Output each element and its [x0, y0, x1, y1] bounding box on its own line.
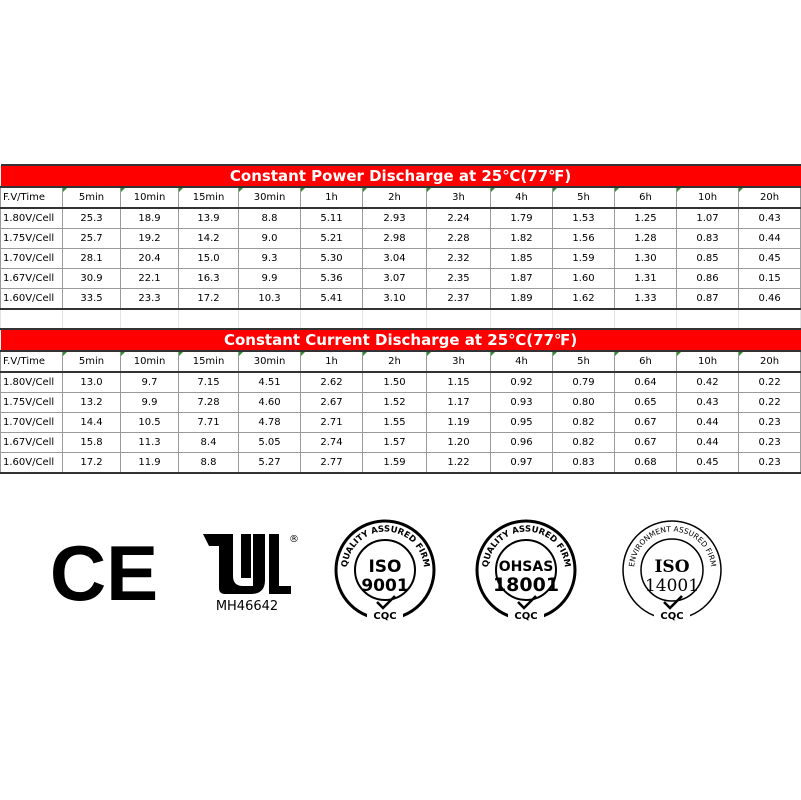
table-cell: 9.3 [239, 249, 301, 269]
table-cell: 1.60 [553, 269, 615, 289]
spacer-row [1, 309, 801, 329]
row-label: 1.80V/Cell [1, 208, 63, 229]
column-header-fv: F.V/Time [1, 351, 63, 372]
ul-recognized-logo [195, 528, 300, 614]
table-cell: 15.8 [63, 433, 121, 453]
table-cell: 8.4 [179, 433, 239, 453]
table-cell: 1.25 [615, 208, 677, 229]
table-cell: 2.93 [363, 208, 427, 229]
table-cell: 0.68 [615, 453, 677, 474]
table-row [1, 269, 801, 289]
iso-14001-seal [620, 518, 725, 623]
table-cell: 2.32 [427, 249, 491, 269]
current-table-body [1, 372, 801, 473]
table-cell: 0.97 [491, 453, 553, 474]
column-header: 2h [363, 351, 427, 372]
table-cell: 9.9 [239, 269, 301, 289]
column-header: 10h [677, 351, 739, 372]
column-header: 5min [63, 187, 121, 208]
table-cell: 2.35 [427, 269, 491, 289]
table-cell: 25.7 [63, 229, 121, 249]
column-header: 2h [363, 187, 427, 208]
table-cell: 1.59 [363, 453, 427, 474]
table-cell: 0.96 [491, 433, 553, 453]
table-cell: 2.74 [301, 433, 363, 453]
table-cell: 11.3 [121, 433, 179, 453]
table-cell: 0.86 [677, 269, 739, 289]
column-header: 3h [427, 351, 491, 372]
table-cell: 14.2 [179, 229, 239, 249]
table-cell: 13.0 [63, 372, 121, 393]
table-cell: 5.05 [239, 433, 301, 453]
table-cell: 0.23 [739, 433, 801, 453]
table-cell: 2.77 [301, 453, 363, 474]
table-cell: 0.64 [615, 372, 677, 393]
column-header: 30min [239, 351, 301, 372]
table-cell: 0.44 [677, 433, 739, 453]
table-cell: 0.23 [739, 413, 801, 433]
table-row [1, 393, 801, 413]
column-header: 20h [739, 351, 801, 372]
check-icon [664, 596, 682, 608]
seal-line2: 9001 [361, 576, 409, 596]
table-cell: 5.36 [301, 269, 363, 289]
row-label: 1.75V/Cell [1, 393, 63, 413]
table-cell: 2.24 [427, 208, 491, 229]
table-cell: 9.7 [121, 372, 179, 393]
table-cell: 1.19 [427, 413, 491, 433]
table-cell: 0.95 [491, 413, 553, 433]
table-cell: 0.45 [677, 453, 739, 474]
table-row [1, 229, 801, 249]
current-discharge-table [0, 328, 801, 474]
table-cell: 7.15 [179, 372, 239, 393]
column-header: 6h [615, 351, 677, 372]
row-label: 1.60V/Cell [1, 453, 63, 474]
row-label: 1.70V/Cell [1, 413, 63, 433]
table-row [1, 289, 801, 310]
column-header: 10min [121, 187, 179, 208]
column-header: 15min [179, 187, 239, 208]
seal-footer: CQC [660, 611, 684, 622]
column-header: 10h [677, 187, 739, 208]
table-row [1, 249, 801, 269]
check-icon [518, 596, 536, 608]
table-cell: 5.11 [301, 208, 363, 229]
table-cell: 4.60 [239, 393, 301, 413]
table-cell: 5.30 [301, 249, 363, 269]
table-cell: 0.83 [553, 453, 615, 474]
table-cell: 1.50 [363, 372, 427, 393]
table-cell: 0.67 [615, 413, 677, 433]
row-label: 1.80V/Cell [1, 372, 63, 393]
table-cell: 1.56 [553, 229, 615, 249]
power-table-title: Constant Power Discharge at 25℃(77℉) [1, 165, 801, 187]
table-cell: 0.23 [739, 453, 801, 474]
table-cell: 2.98 [363, 229, 427, 249]
table-cell: 22.1 [121, 269, 179, 289]
row-label: 1.67V/Cell [1, 269, 63, 289]
table-cell: 7.71 [179, 413, 239, 433]
table-cell: 0.43 [677, 393, 739, 413]
table-row [1, 433, 801, 453]
table-cell: 1.85 [491, 249, 553, 269]
seal-footer: CQC [373, 611, 397, 622]
seal-line1: ISO [368, 557, 402, 577]
table-cell: 33.5 [63, 289, 121, 310]
table-cell: 2.37 [427, 289, 491, 310]
row-label: 1.60V/Cell [1, 289, 63, 310]
table-cell: 1.07 [677, 208, 739, 229]
table-cell: 0.43 [739, 208, 801, 229]
check-icon [377, 596, 395, 608]
table-cell: 1.89 [491, 289, 553, 310]
table-cell: 1.62 [553, 289, 615, 310]
table-cell: 1.30 [615, 249, 677, 269]
table-cell: 5.21 [301, 229, 363, 249]
table-cell: 16.3 [179, 269, 239, 289]
table-cell: 13.9 [179, 208, 239, 229]
table-cell: 0.22 [739, 393, 801, 413]
column-header: 4h [491, 351, 553, 372]
table-cell: 0.22 [739, 372, 801, 393]
table-cell: 13.2 [63, 393, 121, 413]
table-cell: 11.9 [121, 453, 179, 474]
table-cell: 0.45 [739, 249, 801, 269]
table-cell: 0.67 [615, 433, 677, 453]
iso-9001-seal [333, 518, 438, 623]
ce-text: CE [49, 529, 159, 617]
table-cell: 8.8 [179, 453, 239, 474]
power-table-body [1, 208, 801, 309]
current-table-title: Constant Current Discharge at 25℃(77℉) [1, 329, 801, 351]
column-header: 30min [239, 187, 301, 208]
table-cell: 1.15 [427, 372, 491, 393]
table-cell: 4.51 [239, 372, 301, 393]
table-cell: 1.82 [491, 229, 553, 249]
table-cell: 1.57 [363, 433, 427, 453]
table-cell: 0.44 [739, 229, 801, 249]
column-header: 10min [121, 351, 179, 372]
table-cell: 14.4 [63, 413, 121, 433]
seal-line1: OHSAS [498, 559, 554, 575]
table-cell: 25.3 [63, 208, 121, 229]
column-header: 15min [179, 351, 239, 372]
ohsas-18001-seal [474, 518, 579, 623]
table-cell: 1.79 [491, 208, 553, 229]
table-cell: 1.53 [553, 208, 615, 229]
table-cell: 0.46 [739, 289, 801, 310]
table-cell: 0.79 [553, 372, 615, 393]
table-cell: 23.3 [121, 289, 179, 310]
table-cell: 5.27 [239, 453, 301, 474]
seal-line2: 14001 [644, 576, 700, 596]
table-row [1, 453, 801, 474]
row-label: 1.70V/Cell [1, 249, 63, 269]
row-label: 1.75V/Cell [1, 229, 63, 249]
table-cell: 3.10 [363, 289, 427, 310]
table-cell: 0.65 [615, 393, 677, 413]
table-cell: 0.87 [677, 289, 739, 310]
table-cell: 1.59 [553, 249, 615, 269]
table-cell: 5.41 [301, 289, 363, 310]
column-header: 5h [553, 187, 615, 208]
table-cell: 10.3 [239, 289, 301, 310]
current-header-row [1, 351, 801, 372]
table-cell: 2.71 [301, 413, 363, 433]
table-cell: 28.1 [63, 249, 121, 269]
column-header: 1h [301, 351, 363, 372]
column-header: 5h [553, 351, 615, 372]
column-header: 5min [63, 351, 121, 372]
table-cell: 0.82 [553, 433, 615, 453]
table-cell: 3.07 [363, 269, 427, 289]
table-cell: 15.0 [179, 249, 239, 269]
table-cell: 10.5 [121, 413, 179, 433]
table-cell: 0.93 [491, 393, 553, 413]
table-cell: 4.78 [239, 413, 301, 433]
table-cell: 1.87 [491, 269, 553, 289]
table-cell: 9.9 [121, 393, 179, 413]
seal-line2: 18001 [492, 574, 560, 596]
column-header: 3h [427, 187, 491, 208]
column-header-fv: F.V/Time [1, 187, 63, 208]
table-cell: 1.33 [615, 289, 677, 310]
table-cell: 8.8 [239, 208, 301, 229]
table-cell: 2.28 [427, 229, 491, 249]
table-cell: 0.44 [677, 413, 739, 433]
table-cell: 0.82 [553, 413, 615, 433]
table-cell: 1.52 [363, 393, 427, 413]
table-row [1, 413, 801, 433]
seal-ring-text: ENVIRONMENT ASSURED FIRM [627, 524, 718, 568]
column-header: 1h [301, 187, 363, 208]
table-cell: 1.31 [615, 269, 677, 289]
seal-ring-text: QUALITY ASSURED FIRM [339, 524, 432, 569]
table-cell: 0.85 [677, 249, 739, 269]
table-cell: 1.17 [427, 393, 491, 413]
table-cell: 9.0 [239, 229, 301, 249]
ul-file-number: MH46642 [215, 599, 279, 614]
table-cell: 18.9 [121, 208, 179, 229]
table-cell: 1.28 [615, 229, 677, 249]
column-header: 6h [615, 187, 677, 208]
table-row [1, 208, 801, 229]
power-discharge-table [0, 164, 801, 330]
table-cell: 17.2 [63, 453, 121, 474]
table-row [1, 372, 801, 393]
power-header-row [1, 187, 801, 208]
table-cell: 17.2 [179, 289, 239, 310]
table-cell: 0.83 [677, 229, 739, 249]
row-label: 1.67V/Cell [1, 433, 63, 453]
table-cell: 1.22 [427, 453, 491, 474]
seal-footer: CQC [514, 611, 538, 622]
table-cell: 2.67 [301, 393, 363, 413]
column-header: 20h [739, 187, 801, 208]
table-cell: 1.55 [363, 413, 427, 433]
table-cell: 20.4 [121, 249, 179, 269]
seal-ring-text: QUALITY ASSURED FIRM [480, 524, 573, 569]
table-cell: 19.2 [121, 229, 179, 249]
column-header: 4h [491, 187, 553, 208]
table-cell: 2.62 [301, 372, 363, 393]
table-cell: 0.80 [553, 393, 615, 413]
table-cell: 7.28 [179, 393, 239, 413]
ul-symbol-icon [203, 534, 291, 594]
seal-line1: ISO [654, 557, 690, 577]
table-cell: 0.92 [491, 372, 553, 393]
table-cell: 0.15 [739, 269, 801, 289]
table-cell: 3.04 [363, 249, 427, 269]
registered-mark: ® [289, 534, 299, 545]
table-cell: 1.20 [427, 433, 491, 453]
ce-mark-logo [49, 529, 159, 617]
table-cell: 30.9 [63, 269, 121, 289]
table-cell: 0.42 [677, 372, 739, 393]
